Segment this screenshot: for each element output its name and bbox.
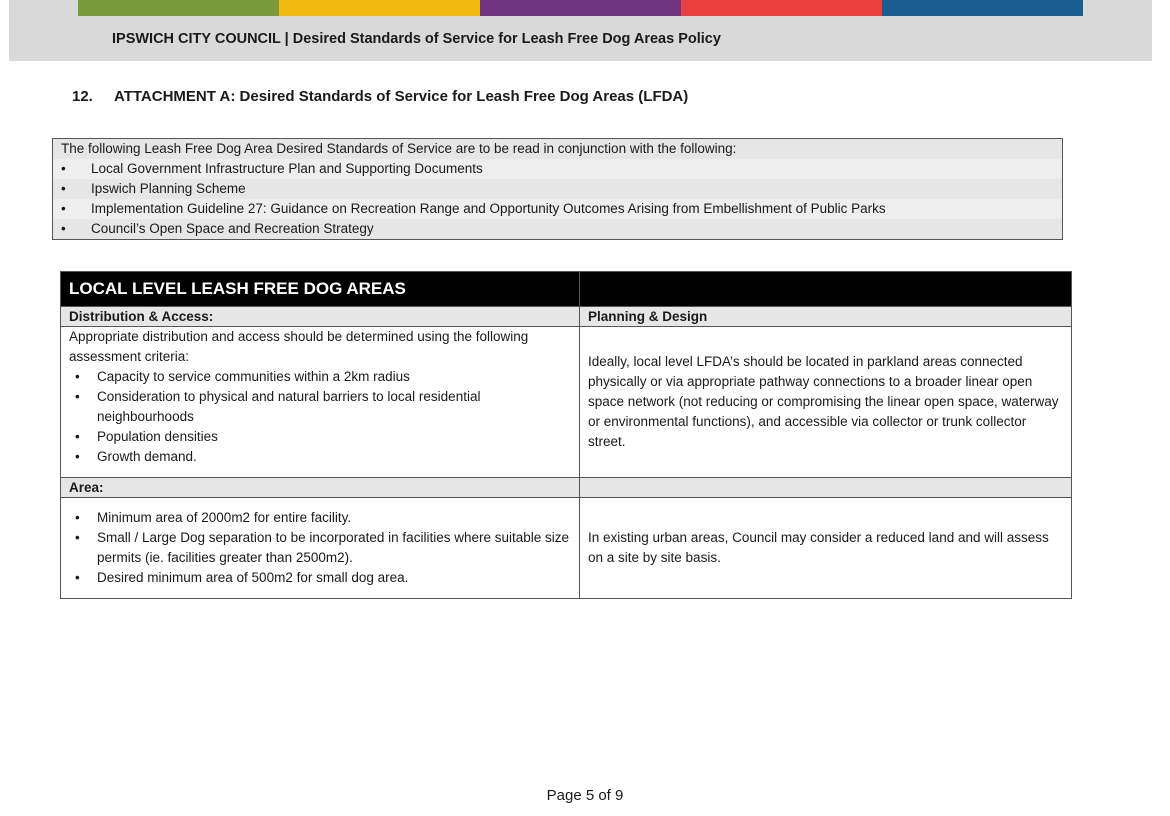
list-item: • Small / Large Dog separation to be incorporated in facilities where suitable size permits (ie. facilities greater than 2500m2). <box>69 528 571 568</box>
bullet-icon: • <box>61 221 66 236</box>
area-list <box>69 508 571 588</box>
color-bar-segment <box>480 0 681 16</box>
intro-lead: The following Leash Free Dog Area Desired Standards of Service are to be read in conjunction with the following: <box>61 141 737 156</box>
planning-cell <box>580 327 1072 478</box>
planning-text: Ideally, local level LFDA’s should be located in parkland areas connected physically or via appropriate pathway connections to a broader linear open space network (not reducing or compromising the linear open space, waterway or environmental functions), and accessible via collector or trunk collector street. <box>588 354 1059 449</box>
section-title: ATTACHMENT A: Desired Standards of Service for Leash Free Dog Areas (LFDA) <box>114 88 689 105</box>
intro-box <box>52 138 1063 240</box>
list-item: • Population densities <box>69 427 571 447</box>
bullet-icon: • <box>61 201 66 216</box>
page-number: Page 5 of 9 <box>546 787 624 804</box>
intro-item <box>53 179 1062 199</box>
list-item: • Growth demand. <box>69 447 571 467</box>
area-heading: Area: <box>61 478 580 498</box>
intro-item <box>53 219 1062 239</box>
intro-item <box>53 199 1062 219</box>
area-right-text: In existing urban areas, Council may consider a reduced land and will assess on a site by site basis. <box>588 530 1049 565</box>
section-heading <box>72 88 688 105</box>
area-cell <box>61 498 580 599</box>
list-item: • Consideration to physical and natural barriers to local residential neighbourhoods <box>69 387 571 427</box>
color-bar-segment <box>78 0 279 16</box>
bullet-icon: • <box>61 181 66 196</box>
header-color-bar <box>78 0 1083 16</box>
header-title: IPSWICH CITY COUNCIL | Desired Standards of Service for Leash Free Dog Areas Policy <box>112 31 721 47</box>
table-title-row <box>61 272 1072 307</box>
distribution-list <box>69 367 571 467</box>
intro-item <box>53 159 1062 179</box>
list-item: • Desired minimum area of 500m2 for small dog area. <box>69 568 571 588</box>
distribution-cell <box>61 327 580 478</box>
intro-item-text: Ipswich Planning Scheme <box>91 181 246 196</box>
table-subheading-row <box>61 478 1072 498</box>
section-number: 12. <box>72 88 93 105</box>
color-bar-segment <box>681 0 882 16</box>
intro-item-text: Council’s Open Space and Recreation Strategy <box>91 221 374 236</box>
table-row <box>61 498 1072 599</box>
area-right-cell <box>580 498 1072 599</box>
distribution-lead: Appropriate distribution and access should be determined using the following assessment criteria: <box>69 329 529 364</box>
intro-item-text: Local Government Infrastructure Plan and Supporting Documents <box>91 161 483 176</box>
list-item: • Capacity to service communities within a 2km radius <box>69 367 571 387</box>
table-row <box>61 327 1072 478</box>
intro-item-text: Implementation Guideline 27: Guidance on Recreation Range and Opportunity Outcomes Arising from Embellishment of Public Parks <box>91 201 886 216</box>
list-item: • Minimum area of 2000m2 for entire facility. <box>69 508 571 528</box>
table-title-cell <box>61 272 580 307</box>
table-title-cell-empty <box>580 272 1072 307</box>
area-heading-empty <box>580 478 1072 498</box>
page-header <box>9 0 1152 61</box>
planning-heading: Planning & Design <box>580 307 1072 327</box>
distribution-heading: Distribution & Access: <box>61 307 580 327</box>
standards-table <box>60 271 1072 599</box>
bullet-icon: • <box>61 161 66 176</box>
table-subheading-row <box>61 307 1072 327</box>
color-bar-segment <box>279 0 480 16</box>
table-title: LOCAL LEVEL LEASH FREE DOG AREAS <box>69 279 406 298</box>
color-bar-segment <box>882 0 1083 16</box>
